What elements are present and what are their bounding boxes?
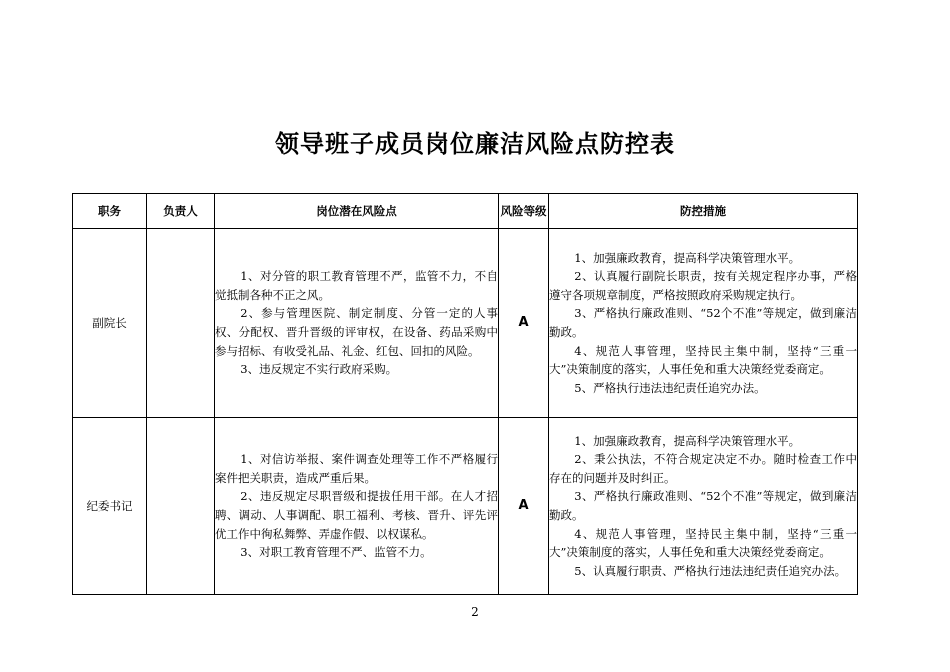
risk-control-table bbox=[72, 193, 858, 595]
measures-cell bbox=[549, 418, 858, 595]
risk-point-item: 1、对信访举报、案件调查处理等工作不严格履行案件把关职责，造成严重后果。 bbox=[215, 452, 498, 485]
risk-level-cell: A bbox=[499, 229, 549, 418]
measure-item: 2、认真履行副院长职责，按有关规定程序办事，严格遵守各项规章制度，严格按照政府采购规定执行。 bbox=[549, 269, 857, 302]
person-cell bbox=[147, 229, 215, 418]
risk-point-item: 3、对职工教育管理不严、监管不力。 bbox=[240, 545, 432, 560]
measure-item: 3、严格执行廉政准则、“52个不准”等规定，做到廉洁勤政。 bbox=[549, 489, 857, 522]
risk-point-item: 2、参与管理医院、制定制度、分管一定的人事权、分配权、晋升晋级的评审权，在设备、药品采购中参与招标、有收受礼品、礼金、红包、回扣的风险。 bbox=[215, 306, 498, 358]
measure-item: 4、规范人事管理，坚持民主集中制，坚持“三重一大”决策制度的落实，人事任免和重大决策经党委商定。 bbox=[549, 526, 857, 560]
duty-cell: 纪委书记 bbox=[73, 418, 147, 595]
measure-item: 3、严格执行廉政准则、“52个不准”等规定，做到廉洁勤政。 bbox=[549, 306, 857, 339]
table-row bbox=[73, 418, 858, 595]
measure-item: 1、加强廉政教育，提高科学决策管理水平。 bbox=[574, 433, 801, 448]
measure-item: 4、规范人事管理，坚持民主集中制，坚持“三重一大”决策制度的落实，人事任免和重大决策经党委商定。 bbox=[549, 343, 857, 377]
person-cell bbox=[147, 418, 215, 595]
measure-item: 2、秉公执法，不符合规定决定不办。随时检查工作中存在的问题并及时纠正。 bbox=[549, 452, 857, 485]
measure-item: 5、严格执行违法违纪责任追究办法。 bbox=[574, 380, 766, 395]
measures-cell bbox=[549, 229, 858, 418]
risk-point-item: 3、违反规定不实行政府采购。 bbox=[240, 362, 398, 377]
header-measures: 防控措施 bbox=[549, 194, 858, 229]
risk-level-cell: A bbox=[499, 418, 549, 595]
header-risk-level: 风险等级 bbox=[499, 194, 549, 229]
table-header-row bbox=[73, 194, 858, 229]
risk-point-item: 2、违反规定尽职晋级和提拔任用干部。在人才招聘、调动、人事调配、职工福利、考核、晋升、评先评优工作中徇私舞弊、弄虚作假、以权谋私。 bbox=[215, 489, 498, 541]
measure-item: 5、认真履行职责、严格执行违法违纪责任追究办法。 bbox=[574, 563, 847, 578]
duty-cell: 副院长 bbox=[73, 229, 147, 418]
header-person: 负责人 bbox=[147, 194, 215, 229]
table-row bbox=[73, 229, 858, 418]
risk-points-cell bbox=[215, 418, 499, 595]
risk-points-cell bbox=[215, 229, 499, 418]
risk-point-item: 1、对分管的职工教育管理不严，监管不力，不自觉抵制各种不正之风。 bbox=[215, 269, 498, 302]
header-duty: 职务 bbox=[73, 194, 147, 229]
measure-item: 1、加强廉政教育，提高科学决策管理水平。 bbox=[574, 250, 801, 265]
page-number: 2 bbox=[471, 605, 479, 619]
header-risk-points: 岗位潜在风险点 bbox=[215, 194, 499, 229]
document-title: 领导班子成员岗位廉洁风险点防控表 bbox=[275, 130, 675, 158]
